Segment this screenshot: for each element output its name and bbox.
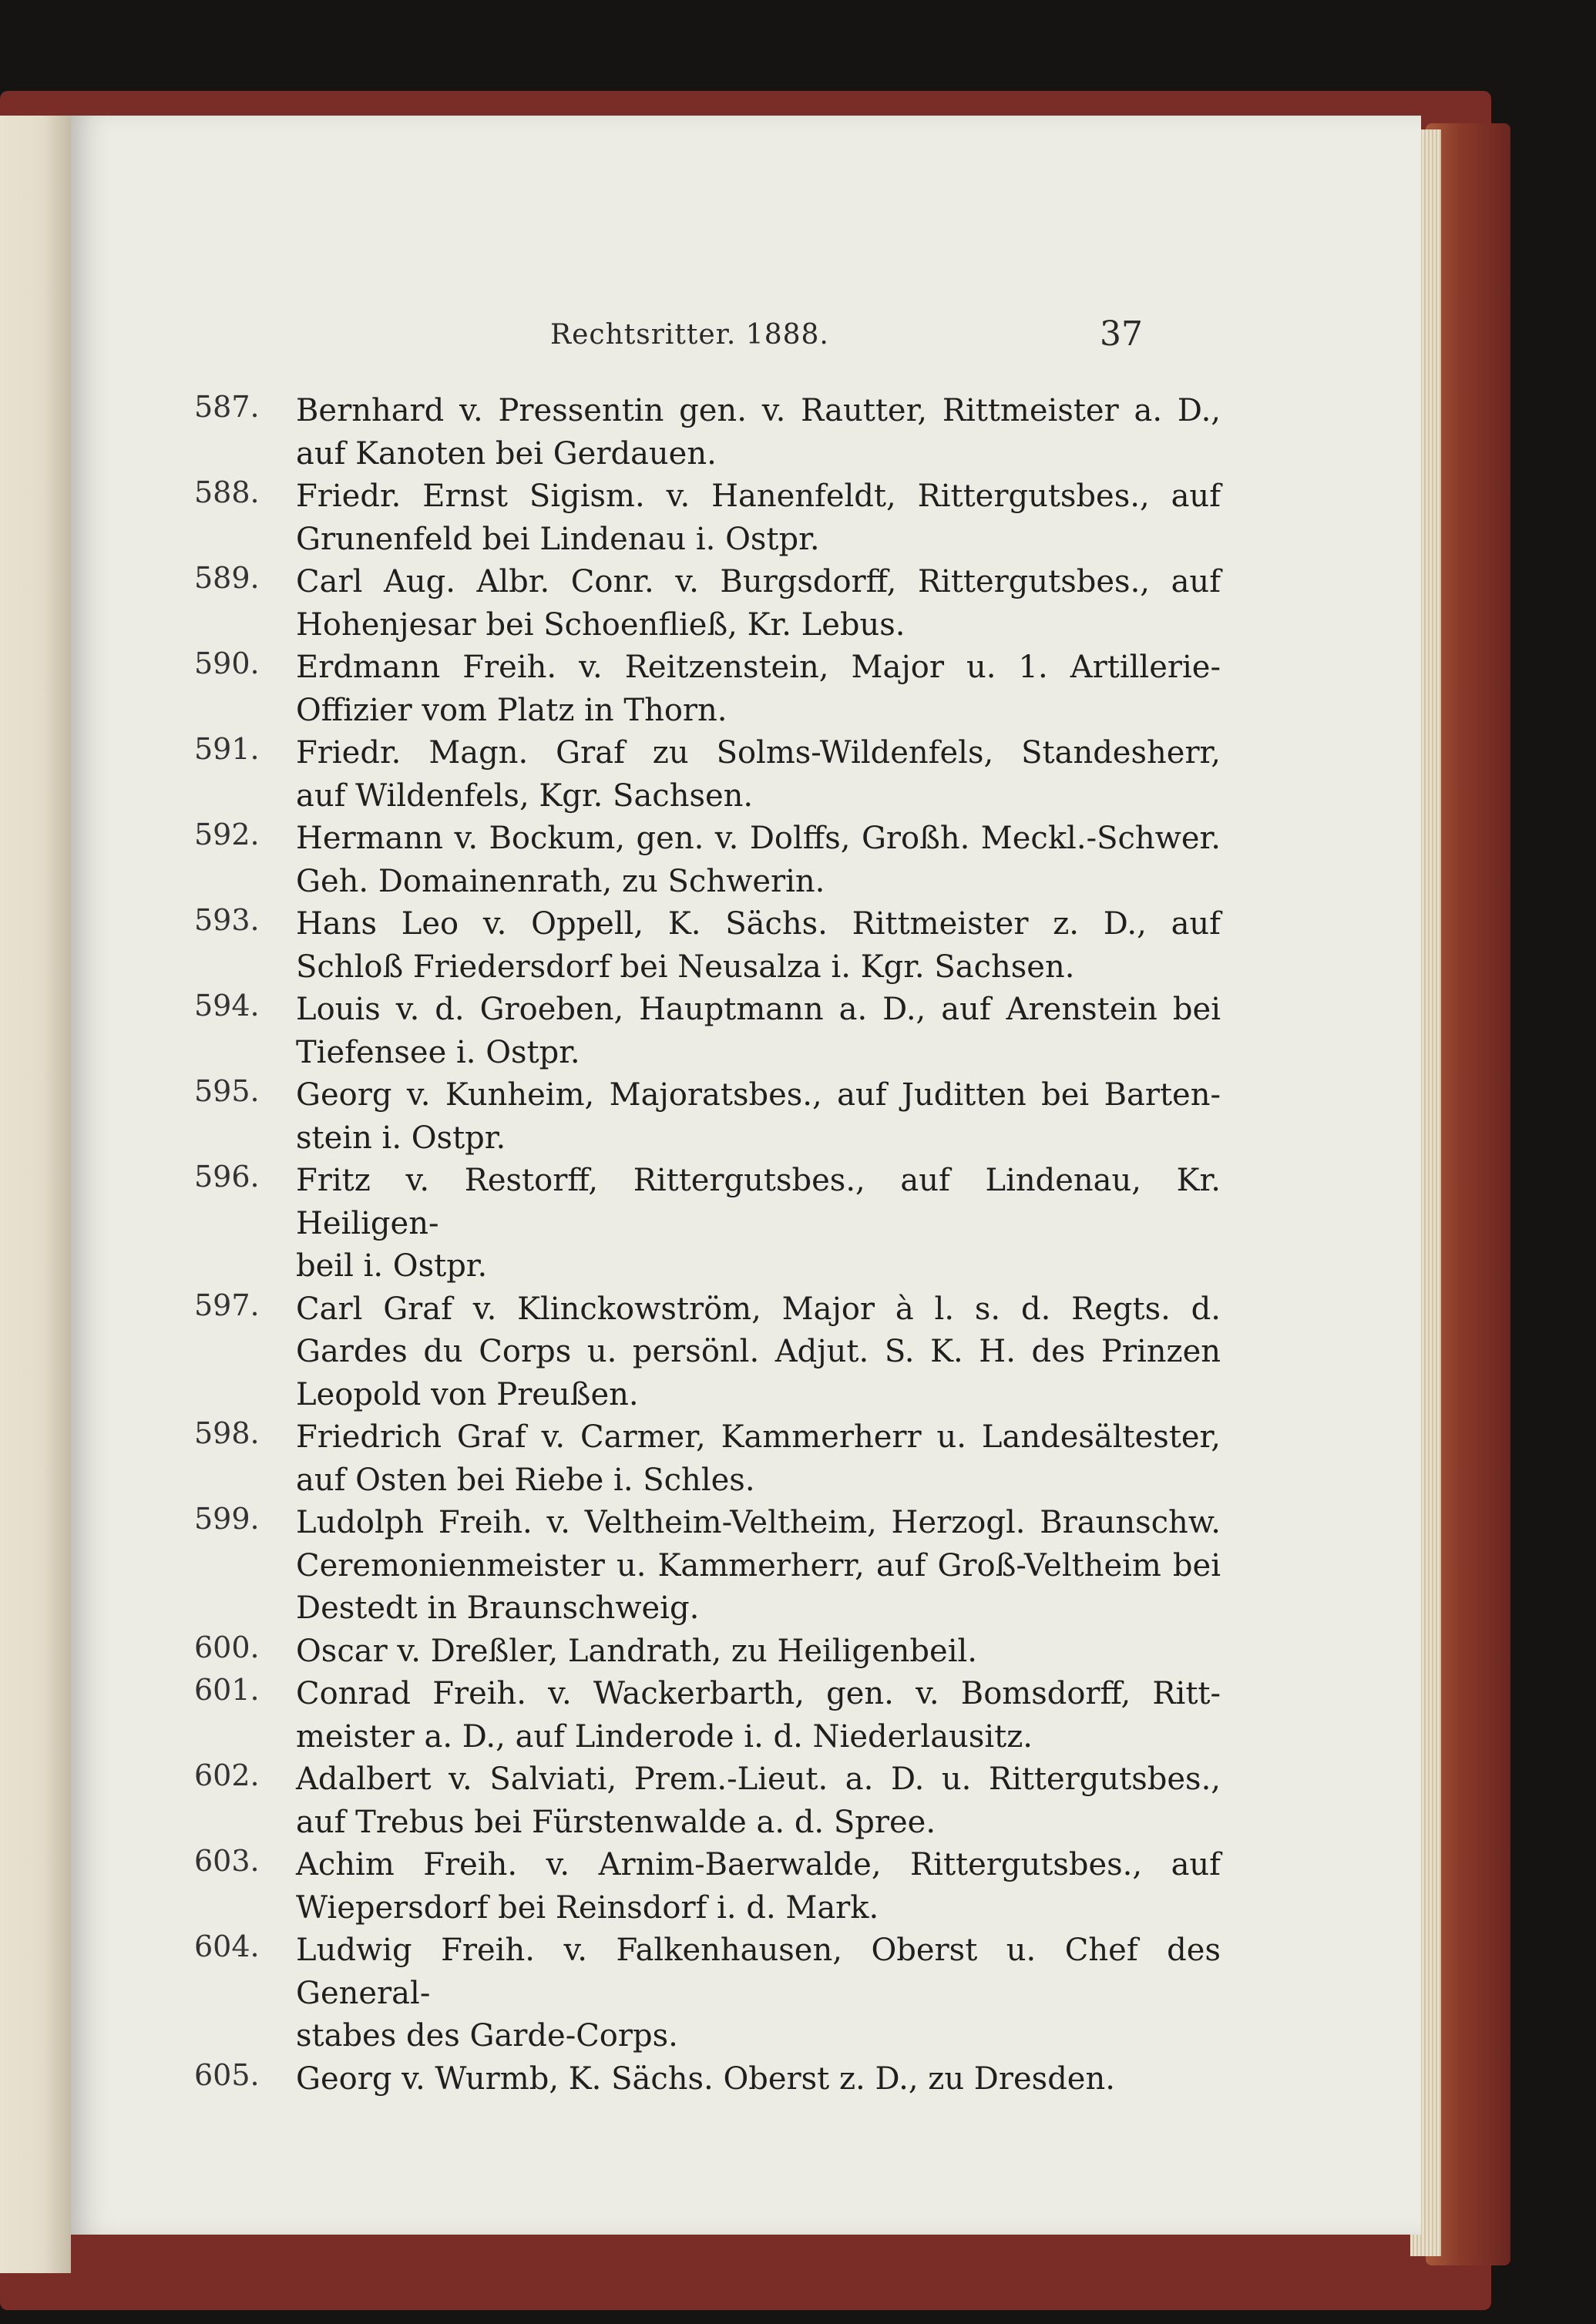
entry-line: Friedr. Ernst Sigism. v. Hanenfeldt, Rittergutsbes., auf: [296, 479, 1221, 514]
page-header: [71, 314, 1421, 373]
list-item: [194, 390, 1219, 475]
entry-line: Friedrich Graf v. Carmer, Kammerherr u. Landesältester,: [296, 1419, 1221, 1455]
entry-number: 603.: [194, 1844, 260, 1878]
entry-number: 596.: [194, 1160, 260, 1194]
list-item: [194, 1630, 1219, 1674]
facing-page-edge: [0, 116, 71, 2273]
entry-line: Ludwig Freih. v. Falkenhausen, Oberst u. Chef des General-: [296, 1933, 1221, 2011]
list-item: [194, 1844, 1219, 1929]
entry-line: Hohenjesar bei Schoenfließ, Kr. Lebus.: [296, 606, 906, 643]
entry-line: auf Kanoten bei Gerdauen.: [296, 435, 717, 472]
entry-number: 588.: [194, 475, 260, 509]
entry-number: 595.: [194, 1074, 260, 1108]
page-number: 37: [1100, 314, 1143, 354]
list-item: [194, 1758, 1219, 1844]
entry-line: Tiefensee i. Ostpr.: [296, 1034, 580, 1070]
entry-line: Geh. Domainenrath, zu Schwerin.: [296, 863, 825, 899]
running-title: Rechtsritter. 1888.: [550, 319, 829, 351]
entry-text: [296, 903, 1221, 989]
entry-line: Hermann v. Bockum, gen. v. Dolffs, Großh. Meckl.-Schwer.: [296, 821, 1221, 856]
list-item: [194, 732, 1219, 818]
list-item: [194, 2058, 1219, 2101]
entry-line: beil i. Ostpr.: [296, 1248, 488, 1284]
entry-line: Schloß Friedersdorf bei Neusalza i. Kgr. Sachsen.: [296, 949, 1075, 985]
entry-text: [296, 818, 1221, 903]
entry-line: Leopold von Preußen.: [296, 1376, 639, 1412]
list-item: [194, 1929, 1219, 2058]
entry-text: [296, 1416, 1221, 1502]
entry-line: Carl Graf v. Klinckowström, Major à l. s. d. Regts. d.: [296, 1291, 1221, 1327]
list-item: [194, 989, 1219, 1074]
entry-number: 604.: [194, 1929, 260, 1963]
list-item: [194, 646, 1219, 732]
entry-number: 605.: [194, 2057, 260, 2092]
entry-line: auf Trebus bei Fürstenwalde a. d. Spree.: [296, 1804, 936, 1840]
list-item: [194, 561, 1219, 646]
list-item: [194, 903, 1219, 989]
entry-number: 599.: [194, 1502, 260, 1536]
entry-line: Destedt in Braunschweig.: [296, 1590, 700, 1626]
entry-line: Carl Aug. Albr. Conr. v. Burgsdorff, Rittergutsbes., auf: [296, 564, 1221, 599]
entry-text: [296, 1758, 1221, 1844]
list-item: [194, 818, 1219, 903]
entry-number: 590.: [194, 646, 260, 680]
entry-number: 597.: [194, 1288, 260, 1322]
list-item: [194, 1416, 1219, 1502]
list-item: [194, 1502, 1219, 1630]
entry-number: 598.: [194, 1416, 260, 1450]
entry-line: Louis v. d. Groeben, Hauptmann a. D., auf Arenstein bei: [296, 992, 1221, 1027]
entry-number: 587.: [194, 390, 260, 424]
entry-text: [296, 732, 1221, 818]
list-item: [194, 475, 1219, 561]
entry-text: [296, 1630, 1221, 1674]
entry-text: [296, 1929, 1221, 2058]
entry-text: [296, 646, 1221, 732]
entry-line: Gardes du Corps u. persönl. Adjut. S. K. H. des Prinzen: [296, 1334, 1221, 1369]
list-item: [194, 1160, 1219, 1288]
entry-number: 591.: [194, 732, 260, 766]
entry-line: Adalbert v. Salviati, Prem.-Lieut. a. D. u. Rittergutsbes.,: [296, 1761, 1221, 1797]
entry-number: 589.: [194, 561, 260, 595]
entry-line: Wiepersdorf bei Reinsdorf i. d. Mark.: [296, 1889, 879, 1926]
entry-line: Achim Freih. v. Arnim-Baerwalde, Rittergutsbes., auf: [296, 1847, 1221, 1882]
entry-line: Hans Leo v. Oppell, K. Sächs. Rittmeister z. D., auf: [296, 906, 1221, 942]
entry-text: [296, 989, 1221, 1074]
entry-text: [296, 1074, 1221, 1160]
entry-number: 600.: [194, 1630, 260, 1664]
entry-line: Grunenfeld bei Lindenau i. Ostpr.: [296, 521, 820, 557]
entry-text: [296, 390, 1221, 475]
entry-text: [296, 561, 1221, 646]
entry-line: Georg v. Wurmb, K. Sächs. Oberst z. D., zu Dresden.: [296, 2060, 1115, 2097]
entry-number: 594.: [194, 989, 260, 1023]
entry-line: Oscar v. Dreßler, Landrath, zu Heiligenbeil.: [296, 1633, 978, 1669]
entry-number: 601.: [194, 1673, 260, 1707]
entry-list: [194, 390, 1219, 2101]
entry-text: [296, 1673, 1221, 1758]
entry-line: Fritz v. Restorff, Rittergutsbes., auf Lindenau, Kr. Heiligen-: [296, 1163, 1221, 1241]
entry-line: Offizier vom Platz in Thorn.: [296, 692, 727, 728]
entry-line: Friedr. Magn. Graf zu Solms-Wildenfels, Standesherr,: [296, 735, 1221, 771]
entry-line: auf Osten bei Riebe i. Schles.: [296, 1462, 755, 1498]
entry-line: Bernhard v. Pressentin gen. v. Rautter, Rittmeister a. D.,: [296, 393, 1221, 428]
entry-line: Georg v. Kunheim, Majoratsbes., auf Juditten bei Barten-: [296, 1077, 1221, 1113]
list-item: [194, 1074, 1219, 1160]
entry-line: stabes des Garde-Corps.: [296, 2018, 678, 2054]
entry-text: [296, 1844, 1221, 1929]
entry-line: Ludolph Freih. v. Veltheim-Veltheim, Herzogl. Braunschw.: [296, 1505, 1221, 1540]
entry-text: [296, 2058, 1221, 2101]
entry-number: 593.: [194, 903, 260, 937]
entry-line: Conrad Freih. v. Wackerbarth, gen. v. Bomsdorff, Ritt-: [296, 1676, 1221, 1711]
book-page: [71, 116, 1421, 2235]
entry-text: [296, 475, 1221, 561]
entry-line: Ceremonienmeister u. Kammerherr, auf Groß-Veltheim bei: [296, 1547, 1221, 1583]
entry-text: [296, 1160, 1221, 1288]
entry-number: 592.: [194, 818, 260, 851]
entry-line: auf Wildenfels, Kgr. Sachsen.: [296, 777, 754, 814]
entry-text: [296, 1502, 1221, 1630]
entry-line: Erdmann Freih. v. Reitzenstein, Major u. 1. Artillerie-: [296, 650, 1221, 685]
entry-number: 602.: [194, 1758, 260, 1792]
list-item: [194, 1673, 1219, 1758]
entry-line: meister a. D., auf Linderode i. d. Niederlausitz.: [296, 1718, 1033, 1755]
entry-text: [296, 1288, 1221, 1417]
entry-line: stein i. Ostpr.: [296, 1120, 506, 1156]
list-item: [194, 1288, 1219, 1417]
